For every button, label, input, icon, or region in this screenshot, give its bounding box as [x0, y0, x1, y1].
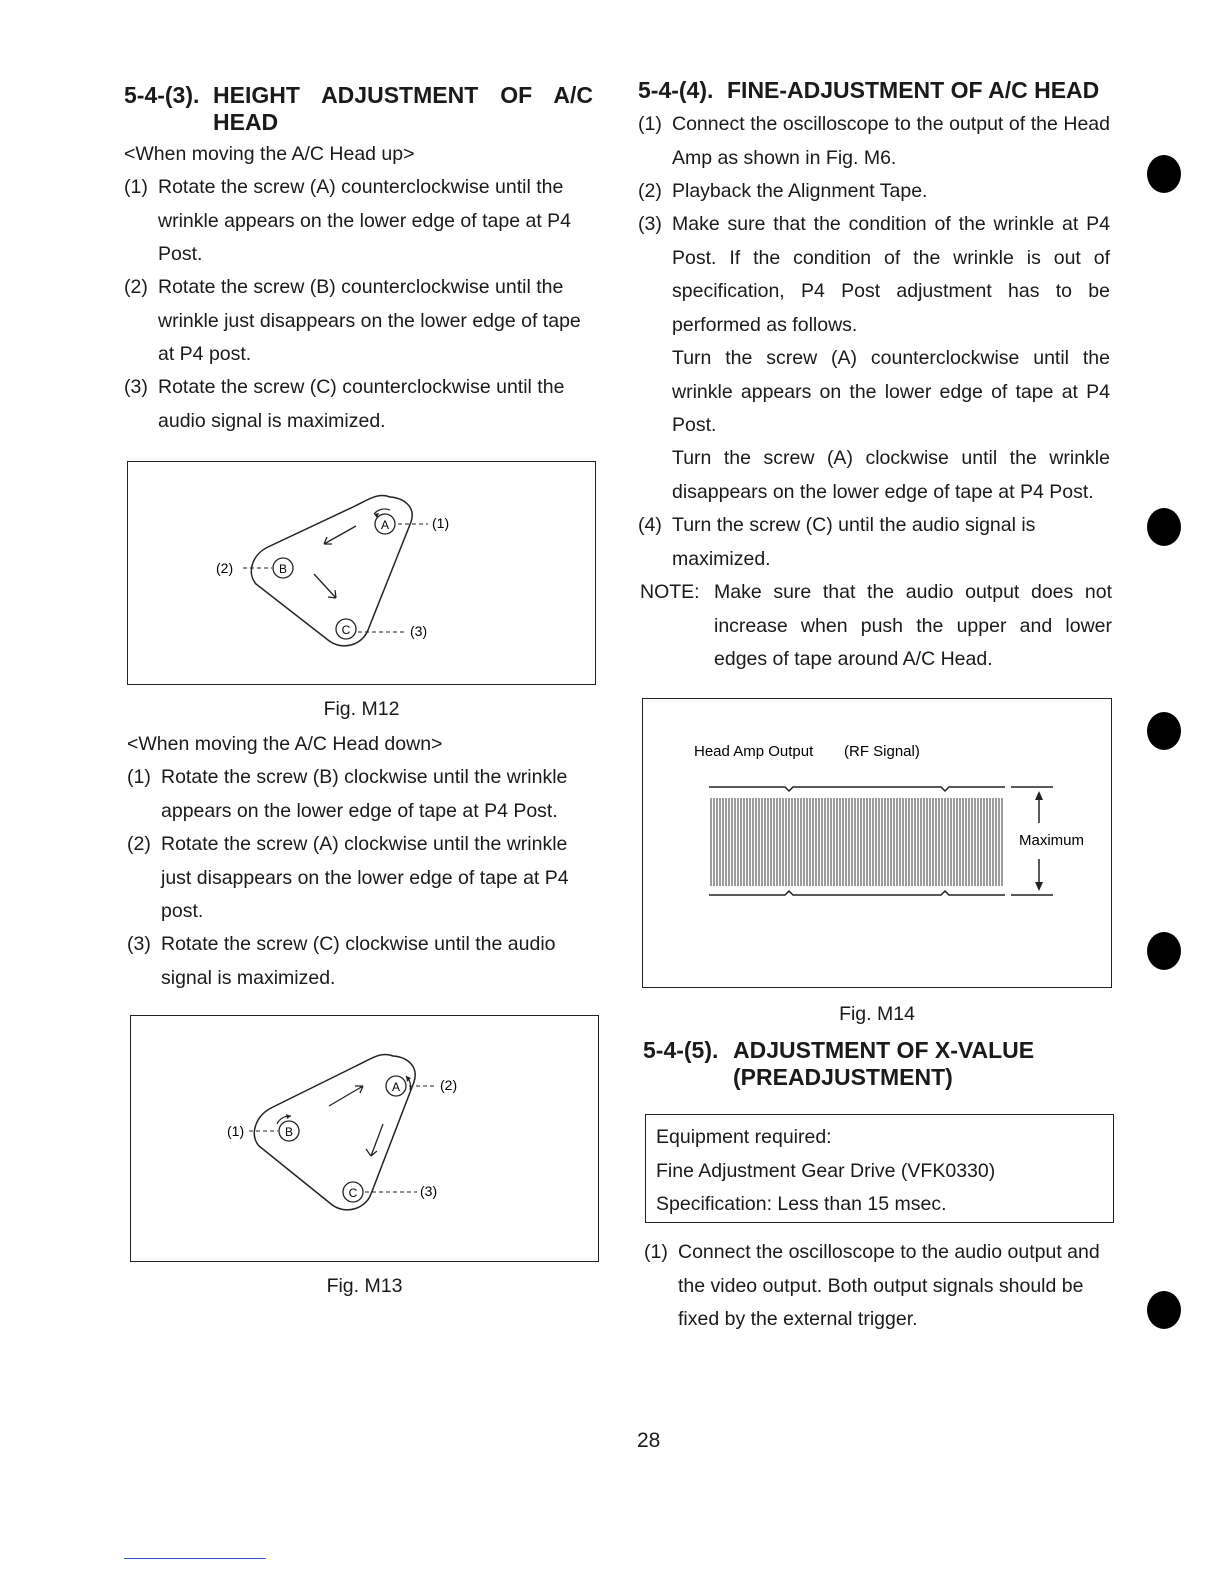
figure-m13 [130, 1015, 599, 1262]
rf-envelope-fill [711, 798, 1002, 886]
down-step-1 [127, 761, 599, 828]
step-text: Connect the oscilloscope to the output of the Head Amp as shown in Fig. M6. [672, 113, 1110, 169]
figure-m14 [642, 698, 1112, 988]
figure-m13-caption: Fig. M13 [326, 1275, 403, 1297]
xvalue-step-1 [644, 1236, 1116, 1337]
down-step-2 [127, 828, 599, 929]
step-number: (1) [124, 176, 148, 198]
section-title-line2: HEAD [213, 109, 279, 135]
section-title-x-value: ADJUSTMENT OF X-VALUE [733, 1037, 1035, 1063]
section-number-5-4-5: 5-4-(5). [643, 1037, 719, 1063]
revision-dot [1147, 932, 1181, 970]
screw-triangle-diagram-m12 [128, 462, 594, 683]
section-title-fine-adjustment: FINE-ADJUSTMENT OF A/C HEAD [727, 77, 1100, 103]
up-step-2 [124, 271, 596, 372]
equipment-box [645, 1114, 1114, 1223]
step-number: (1) [638, 113, 662, 135]
revision-dot [1147, 712, 1181, 750]
waveform-subtitle: (RF Signal) [844, 743, 920, 760]
step-text: Rotate the screw (C) clockwise until the audio signal is maximized. [161, 933, 556, 989]
screw-b-label: B [278, 562, 288, 576]
equipment-specification: Specification: Less than 15 msec. [656, 1193, 947, 1215]
step-number: (4) [638, 514, 662, 536]
up-step-1 [124, 171, 596, 272]
step-text: Rotate the screw (A) clockwise until the wrinkle just disappears on the lower edge of tape at P4 post. [161, 833, 569, 922]
callout-3: (3) [420, 1183, 438, 1199]
step-text: Playback the Alignment Tape. [672, 180, 928, 202]
callout-3: (3) [410, 623, 428, 639]
step-text: Rotate the screw (A) counterclockwise until the wrinkle appears on the lower edge of tape at P4 Post. [158, 176, 572, 265]
screw-c-label: C [348, 1186, 358, 1200]
step-text: Turn the screw (C) until the audio signal is maximized. [672, 514, 1036, 570]
figure-m14-caption: Fig. M14 [839, 1003, 915, 1025]
rf-signal-waveform-diagram [643, 699, 1110, 986]
callout-2: (2) [216, 560, 234, 576]
arrow-down-icon [366, 1124, 383, 1156]
section-number-5-4-4: 5-4-(4). [638, 77, 714, 103]
step-text: Turn the screw (A) counterclockwise until the wrinkle appears on the lower edge of tape at P4 Post. [672, 347, 1110, 436]
figure-m12-caption: Fig. M12 [323, 698, 400, 720]
up-step-3 [124, 371, 596, 438]
step-text: Rotate the screw (B) counterclockwise until the wrinkle just disappears on the lower edge of tape at P4 post. [158, 276, 581, 365]
callout-1: (1) [227, 1123, 245, 1139]
fine-step-2 [638, 175, 1110, 209]
step-number: (2) [638, 180, 662, 202]
step-number: (3) [124, 376, 148, 398]
footer-rule [124, 1558, 266, 1559]
callout-2: (2) [440, 1077, 458, 1093]
step-text: Make sure that the condition of the wrinkle at P4 Post. If the condition of the wrinkle is out of specification, P4 Post adjustment has to be performed as follows. [672, 213, 1110, 336]
fine-step-3-sub-b [638, 442, 1110, 509]
step-number: (2) [124, 276, 148, 298]
step-number: (1) [127, 766, 151, 788]
maximum-label: Maximum [1019, 832, 1085, 849]
step-text: Connect the oscilloscope to the audio output and the video output. Both output signals should be fixed by the external trigger. [678, 1241, 1100, 1330]
revision-dot [1147, 508, 1181, 546]
intro-moving-up: <When moving the A/C Head up> [124, 143, 415, 165]
note-label: NOTE: [640, 581, 700, 603]
step-text: Rotate the screw (B) clockwise until the wrinkle appears on the lower edge of tape at P4 Post. [161, 766, 568, 822]
arrow-up-right-icon [329, 1086, 363, 1106]
section-title-height-adjustment: HEIGHT ADJUSTMENT OF A/C [213, 82, 593, 108]
fine-step-4 [638, 509, 1110, 576]
screw-a-label: A [391, 1080, 401, 1094]
step-number: (3) [127, 933, 151, 955]
down-step-3 [127, 928, 599, 995]
fine-step-3 [638, 208, 1110, 342]
section-title-preadjustment: (PREADJUSTMENT) [733, 1064, 953, 1090]
fine-step-1 [638, 108, 1110, 175]
step-number: (1) [644, 1241, 668, 1263]
step-number: (2) [127, 833, 151, 855]
section-number-5-4-3: 5-4-(3). [124, 82, 200, 108]
step-number: (3) [638, 213, 662, 235]
revision-dot [1147, 155, 1181, 193]
screw-b-label: B [284, 1125, 294, 1139]
waveform-title: Head Amp Output [694, 743, 814, 760]
screw-c-label: C [341, 623, 351, 637]
revision-dot [1147, 1291, 1181, 1329]
equipment-item: Fine Adjustment Gear Drive (VFK0330) [656, 1159, 996, 1182]
screw-triangle-diagram-m13 [131, 1016, 597, 1260]
step-text: Turn the screw (A) clockwise until the wrinkle disappears on the lower edge of tape at P4 Post. [672, 447, 1110, 503]
intro-moving-down: <When moving the A/C Head down> [127, 733, 443, 755]
fine-step-3-sub-a [638, 342, 1110, 443]
note-text: Make sure that the audio output does not increase when push the upper and lower edges of tape around A/C Head. [714, 581, 1112, 670]
step-text: Rotate the screw (C) counterclockwise until the audio signal is maximized. [158, 376, 565, 432]
callout-1: (1) [432, 515, 450, 531]
arrow-down-left-icon [324, 526, 356, 544]
arrow-down-right-icon [314, 574, 336, 598]
figure-m12 [127, 461, 596, 685]
screw-a-label: A [380, 518, 390, 532]
page-number: 28 [637, 1429, 661, 1452]
equipment-label: Equipment required: [656, 1126, 832, 1148]
